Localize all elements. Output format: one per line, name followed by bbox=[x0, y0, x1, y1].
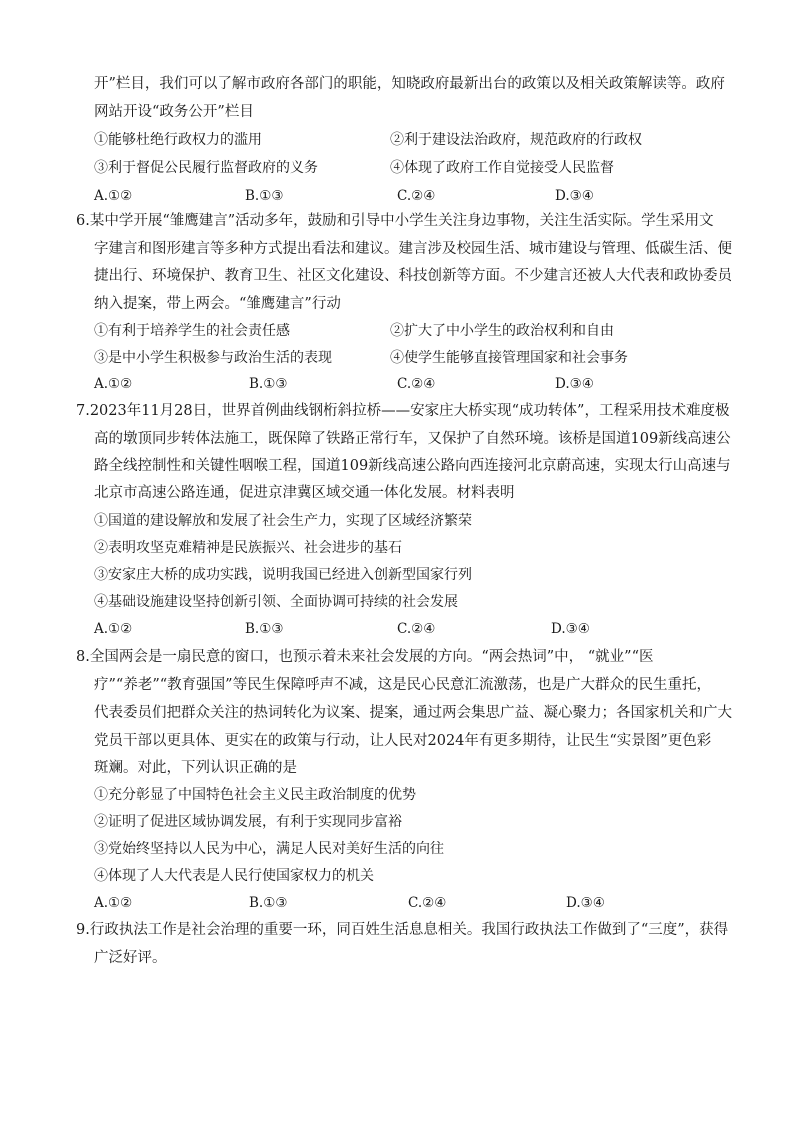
statement-option: ②利于建设法治政府，规范政府的行政权 bbox=[390, 132, 642, 148]
statement-option: ④使学生能够直接管理国家和社会事务 bbox=[390, 350, 628, 366]
answer-choice: A.①② bbox=[94, 895, 133, 911]
statement-option: ④体现了政府工作自觉接受人民监督 bbox=[390, 160, 614, 176]
question-text-line: 路全线控制性和关键性咽喉工程，国道109新线高速公路向西连接河北京蔚高速，实现太行山高速与 bbox=[94, 458, 731, 474]
answer-choice: A.①② bbox=[94, 621, 133, 637]
answer-choice: A.①② bbox=[94, 188, 133, 204]
statement-option: ②扩大了中小学生的政治权利和自由 bbox=[390, 323, 614, 339]
statement-option: ①能够杜绝行政权力的滥用 bbox=[94, 132, 262, 148]
answer-choice: B.①③ bbox=[245, 188, 284, 204]
statement-option: ③安家庄大桥的成功实践，说明我国已经进入创新型国家行列 bbox=[94, 567, 472, 583]
statement-option: ②表明攻坚克难精神是民族振兴、社会进步的基石 bbox=[94, 540, 402, 556]
answer-choice: D.③④ bbox=[555, 188, 594, 204]
question-text-line: 捷出行、环境保护、教育卫生、社区文化建设、科技创新等方面。不少建言还被人大代表和政协委员 bbox=[94, 268, 732, 284]
answer-choice: C.②④ bbox=[397, 376, 436, 392]
answer-choice: B.①③ bbox=[249, 895, 288, 911]
question-text-line: 疗”“养老”“教育强国”等民生保障呼声不减，这是民心民意汇流激荡，也是广大群众的民生重托， bbox=[94, 677, 712, 693]
answer-choice: C.②④ bbox=[397, 188, 436, 204]
statement-option: ①有利于培养学生的社会责任感 bbox=[94, 323, 290, 339]
answer-choice: C.②④ bbox=[408, 895, 447, 911]
answer-choice: D.③④ bbox=[555, 376, 594, 392]
question-text-line: 6.某中学开展“雏鹰建言”活动多年，鼓励和引导中小学生关注身边事物，关注生活实际。学生采用文 bbox=[76, 213, 714, 229]
answer-choice: D.③④ bbox=[551, 621, 590, 637]
statement-option: ②证明了促进区域协调发展，有利于实现同步富裕 bbox=[94, 814, 402, 830]
question-text-line: 纳入提案，带上两会。“雏鹰建言”行动 bbox=[94, 296, 341, 312]
answer-choice: B.①③ bbox=[249, 376, 288, 392]
question-text-line: 广泛好评。 bbox=[94, 950, 167, 966]
question-text-line: 9.行政执法工作是社会治理的重要一环，同百姓生活息息相关。我国行政执法工作做到了“三度”，获得 bbox=[76, 922, 729, 938]
statement-option: ④体现了人大代表是人民行使国家权力的机关 bbox=[94, 868, 374, 884]
statement-option: ③利于督促公民履行监督政府的义务 bbox=[94, 160, 318, 176]
statement-option: ③党始终坚持以人民为中心，满足人民对美好生活的向往 bbox=[94, 841, 444, 857]
question-text-line: 7.2023年11月28日，世界首例曲线钢桁斜拉桥——安家庄大桥实现“成功转体”，工程采用技术难度极 bbox=[76, 403, 730, 419]
statement-option: ①国道的建设解放和发展了社会生产力，实现了区域经济繁荣 bbox=[94, 513, 472, 529]
answer-choice: D.③④ bbox=[566, 895, 605, 911]
question-text-line: 字建言和图形建言等多种方式提出看法和建议。建言涉及校园生活、城市建设与管理、低碳生活、便 bbox=[94, 241, 732, 257]
question-text-line: 网站开设“政务公开”栏目 bbox=[94, 104, 254, 120]
question-text-line: 代表委员们把群众关注的热词转化为议案、提案，通过两会集思广益、凝心聚力；各国家机关和广大 bbox=[94, 705, 732, 721]
question-text-line: 北京市高速公路连通，促进京津冀区域交通一体化发展。材料表明 bbox=[94, 485, 515, 501]
question-text-line: 高的墩顶同步转体法施工，既保障了铁路正常行车，又保护了自然环境。该桥是国道109新线高速公 bbox=[94, 431, 731, 447]
question-text-line: 8.全国两会是一扇民意的窗口，也预示着未来社会发展的方向。“两会热词”中， “就业”“医 bbox=[76, 649, 654, 665]
question-text-line: 开”栏目，我们可以了解市政府各部门的职能，知晓政府最新出台的政策以及相关政策解读等。政府 bbox=[94, 76, 725, 92]
answer-choice: C.②④ bbox=[397, 621, 436, 637]
question-text-line: 党员干部以更具体、更实在的政策与行动，让人民对2024年有更多期待，让民生“实景图”更色彩 bbox=[94, 733, 712, 749]
question-text-line: 斑斓。对此，下列认识正确的是 bbox=[94, 760, 297, 776]
answer-choice: B.①③ bbox=[245, 621, 284, 637]
statement-option: ③是中小学生积极参与政治生活的表现 bbox=[94, 350, 332, 366]
statement-option: ①充分彰显了中国特色社会主义民主政治制度的优势 bbox=[94, 787, 416, 803]
answer-choice: A.①② bbox=[94, 376, 133, 392]
statement-option: ④基础设施建设坚持创新引领、全面协调可持续的社会发展 bbox=[94, 594, 458, 610]
